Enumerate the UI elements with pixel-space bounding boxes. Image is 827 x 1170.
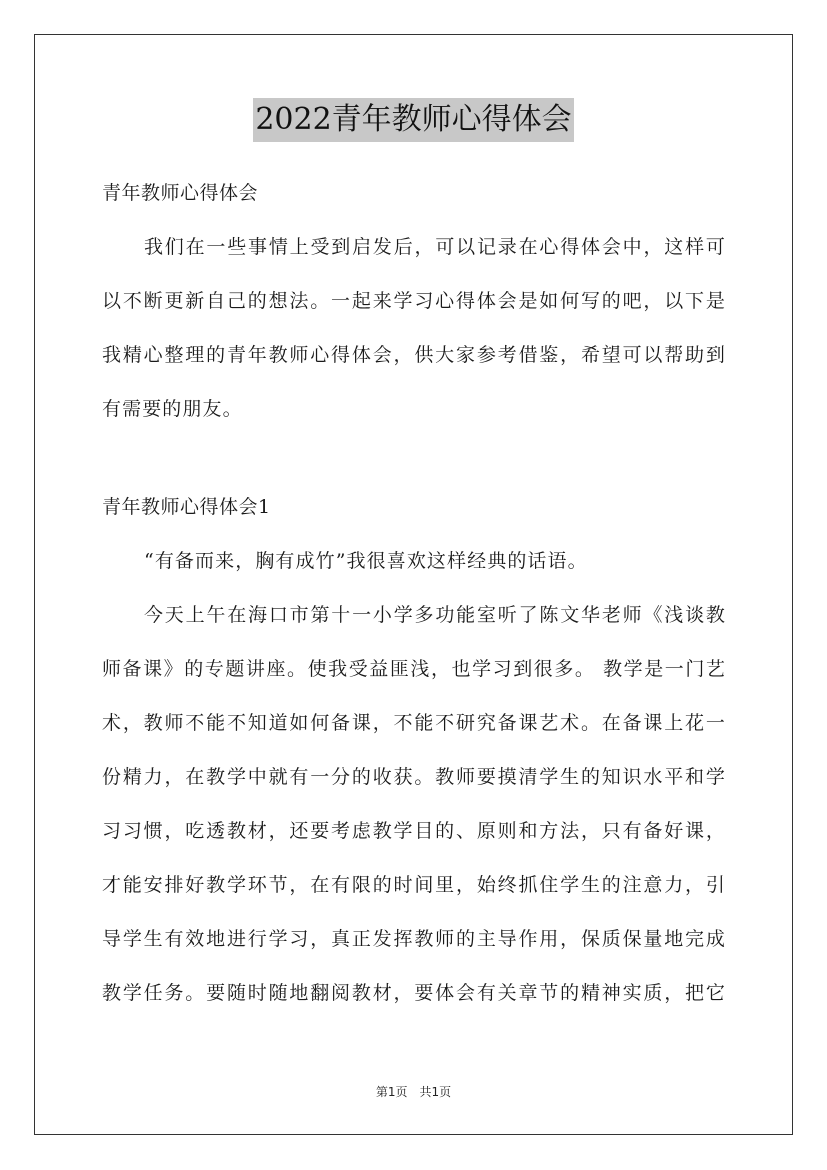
document-title: 2022青年教师心得体会 bbox=[253, 98, 573, 142]
section-line: 术，教师不能不知道如何备课，不能不研究备课艺术。在备课上花一 bbox=[102, 712, 726, 734]
section-quote: “有备而来，胸有成竹”我很喜欢这样经典的话语。 bbox=[144, 550, 588, 572]
document-subtitle: 青年教师心得体会 bbox=[102, 182, 259, 204]
title-container bbox=[0, 98, 827, 142]
section-line: 今天上午在海口市第十一小学多功能室听了陈文华老师《浅谈教 bbox=[144, 604, 726, 626]
section-heading: 青年教师心得体会1 bbox=[102, 496, 271, 518]
intro-line: 以不断更新自己的想法。一起来学习心得体会是如何写的吧，以下是 bbox=[102, 290, 726, 312]
page-footer: 第1页 共1页 bbox=[375, 1085, 452, 1099]
intro-line: 我精心整理的青年教师心得体会，供大家参考借鉴，希望可以帮助到 bbox=[102, 344, 726, 366]
intro-line: 有需要的朋友。 bbox=[102, 398, 243, 420]
intro-line: 我们在一些事情上受到启发后，可以记录在心得体会中，这样可 bbox=[144, 236, 726, 258]
section-line: 才能安排好教学环节，在有限的时间里，始终抓住学生的注意力，引 bbox=[102, 874, 726, 896]
document-body bbox=[102, 173, 726, 1013]
section-line: 师备课》的专题讲座。使我受益匪浅，也学习到很多。 教学是一门艺 bbox=[102, 658, 726, 680]
section-line: 导学生有效地进行学习，真正发挥教师的主导作用，保质保量地完成 bbox=[102, 928, 726, 950]
section-line: 教学任务。要随时随地翻阅教材，要体会有关章节的精神实质，把它 bbox=[102, 982, 726, 1004]
section-line: 习习惯，吃透教材，还要考虑教学目的、原则和方法，只有备好课， bbox=[102, 820, 726, 842]
section-line: 份精力，在教学中就有一分的收获。教师要摸清学生的知识水平和学 bbox=[102, 766, 726, 788]
